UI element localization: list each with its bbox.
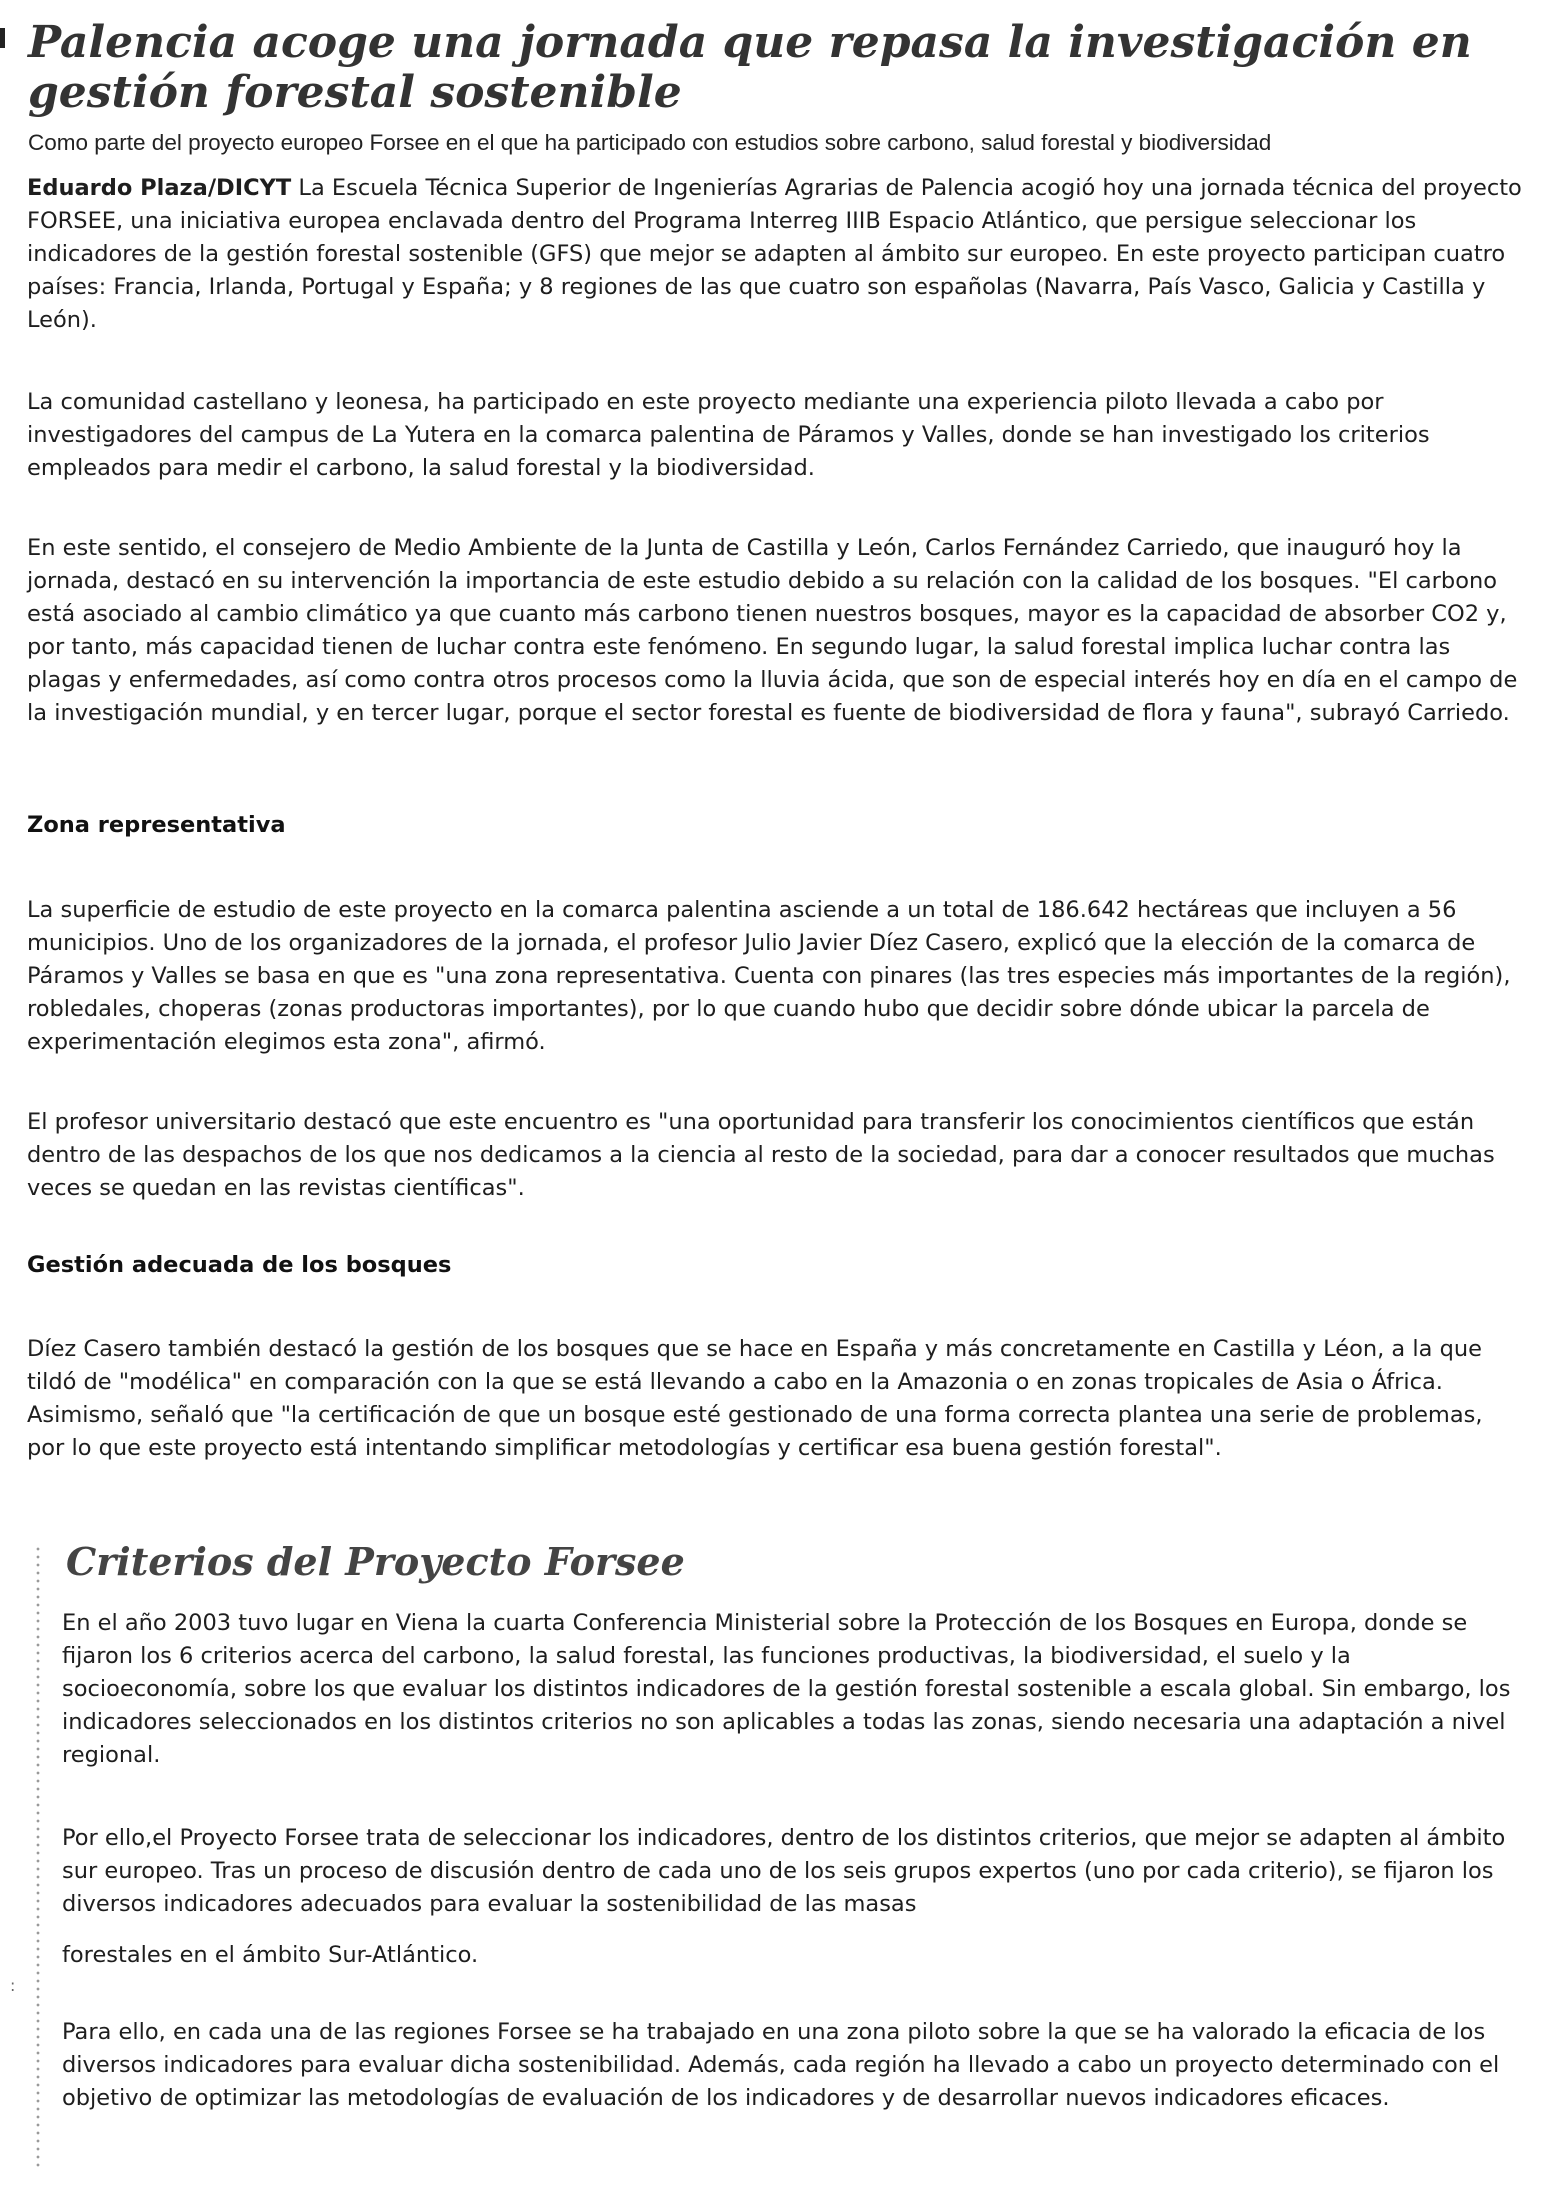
paragraph-2: La comunidad castellano y leonesa, ha participado en este proyecto mediante una experiencia piloto llevada a cabo por investigadores del campus de La Yutera en la comarca palentina de Páramos y Valles, donde se han investigado los criterios empleados para medir el carbono, la salud forestal y la biodiversidad.: [27, 389, 1430, 481]
article-subtitle: Como parte del proyecto europeo Forsee en el que ha participado con estudios sobre carbono, salud forestal y biodiversidad: [28, 130, 1272, 155]
section-heading-zona: Zona representativa: [27, 812, 286, 838]
sidebar-paragraph-1: En el año 2003 tuvo lugar en Viena la cuarta Conferencia Ministerial sobre la Protección de los Bosques en Europa, donde se fijaron los 6 criterios acerca del carbono, la salud forestal, las funciones productivas, la biodiversidad, el suelo y la socioeconomía, sobre los que evaluar los distintos indicadores de la gestión forestal sostenible a escala global. Sin embargo, los indicadores seleccionados en los distintos criterios no son aplicables a todas las zonas, siendo necesaria una adaptación a nivel regional.: [62, 1610, 1511, 1768]
lead-paragraph: [27, 172, 1522, 337]
section-heading-gestion: Gestión adecuada de los bosques: [27, 1252, 452, 1278]
sidebar-paragraph-2: [62, 1822, 1522, 1972]
sidebar-dotted-border: [34, 1545, 42, 2170]
byline: Eduardo Plaza/DICYT: [27, 175, 292, 201]
scan-margin-mark: [0, 28, 5, 48]
lead-text: La Escuela Técnica Superior de Ingenierías Agrarias de Palencia acogió hoy una jornada técnica del proyecto FORSEE, una iniciativa europea enclavada dentro del Programa Interreg IIIB Espacio Atlántico, que persigue seleccionar los indicadores de la gestión forestal sostenible (GFS) que mejor se adapten al ámbito sur europeo. En este proyecto participan cuatro países: Francia, Irlanda, Portugal y España; y 8 regiones de las que cuatro son españolas (Navarra, País Vasco, Galicia y Castilla y León).: [27, 175, 1522, 333]
sidebar-paragraph-2-tail: forestales en el ámbito Sur-Atlántico.: [62, 1942, 479, 1968]
scan-speck: :: [10, 1976, 16, 1995]
paragraph-4: La superficie de estudio de este proyecto en la comarca palentina asciende a un total de 186.642 hectáreas que incluyen a 56 municipios. Uno de los organizadores de la jornada, el profesor Julio Javier Díez Casero, explicó que la elección de la comarca de Páramos y Valles se basa en que es "una zona representativa. Cuenta con pinares (las tres especies más importantes de la región), robledales, choperas (zonas productoras importantes), por lo que cuando hubo que decidir sobre dónde ubicar la parcela de experimentación elegimos esta zona", afirmó.: [27, 897, 1511, 1055]
paragraph-3: En este sentido, el consejero de Medio Ambiente de la Junta de Castilla y León, Carlos Fernández Carriedo, que inauguró hoy la jornada, destacó en su intervención la importancia de este estudio debido a su relación con la calidad de los bosques. "El carbono está asociado al cambio climático ya que cuanto más carbono tienen nuestros bosques, mayor es la capacidad de absorber CO2 y, por tanto, más capacidad tienen de luchar contra este fenómeno. En segundo lugar, la salud forestal implica luchar contra las plagas y enfermedades, así como contra otros procesos como la lluvia ácida, que son de especial interés hoy en día en el campo de la investigación mundial, y en tercer lugar, porque el sector forestal es fuente de biodiversidad de flora y fauna", subrayó Carriedo.: [27, 535, 1518, 726]
sidebar-title: Criterios del Proyecto Forsee: [66, 1539, 685, 1584]
article-title: Palencia acoge una jornada que repasa la investigación en gestión forestal sostenible: [28, 17, 1472, 118]
sidebar-paragraph-3: Para ello, en cada una de las regiones Forsee se ha trabajado en una zona piloto sobre la que se ha valorado la eficacia de los diversos indicadores para evaluar dicha sostenibilidad. Además, cada región ha llevado a cabo un proyecto determinado con el objetivo de optimizar las metodologías de evaluación de los indicadores y de desarrollar nuevos indicadores eficaces.: [62, 2019, 1500, 2111]
paragraph-5: El profesor universitario destacó que este encuentro es "una oportunidad para transferir los conocimientos científicos que están dentro de las despachos de los que nos dedicamos a la ciencia al resto de la sociedad, para dar a conocer resultados que muchas veces se quedan en las revistas científicas".: [27, 1109, 1495, 1201]
paragraph-6: Díez Casero también destacó la gestión de los bosques que se hace en España y más concretamente en Castilla y Léon, a la que tildó de "modélica" en comparación con la que se está llevando a cabo en la Amazonia o en zonas tropicales de Asia o África. Asimismo, señaló que "la certificación de que un bosque esté gestionado de una forma correcta plantea una serie de problemas, por lo que este proyecto está intentando simplificar metodologías y certificar esa buena gestión forestal".: [27, 1336, 1483, 1461]
sidebar-paragraph-2-text: Por ello,el Proyecto Forsee trata de seleccionar los indicadores, dentro de los distintos criterios, que mejor se adapten al ámbito sur europeo. Tras un proceso de discusión dentro de cada uno de los seis grupos expertos (uno por cada criterio), se fijaron los diversos indicadores adecuados para evaluar la sostenibilidad de las masas: [62, 1825, 1506, 1917]
